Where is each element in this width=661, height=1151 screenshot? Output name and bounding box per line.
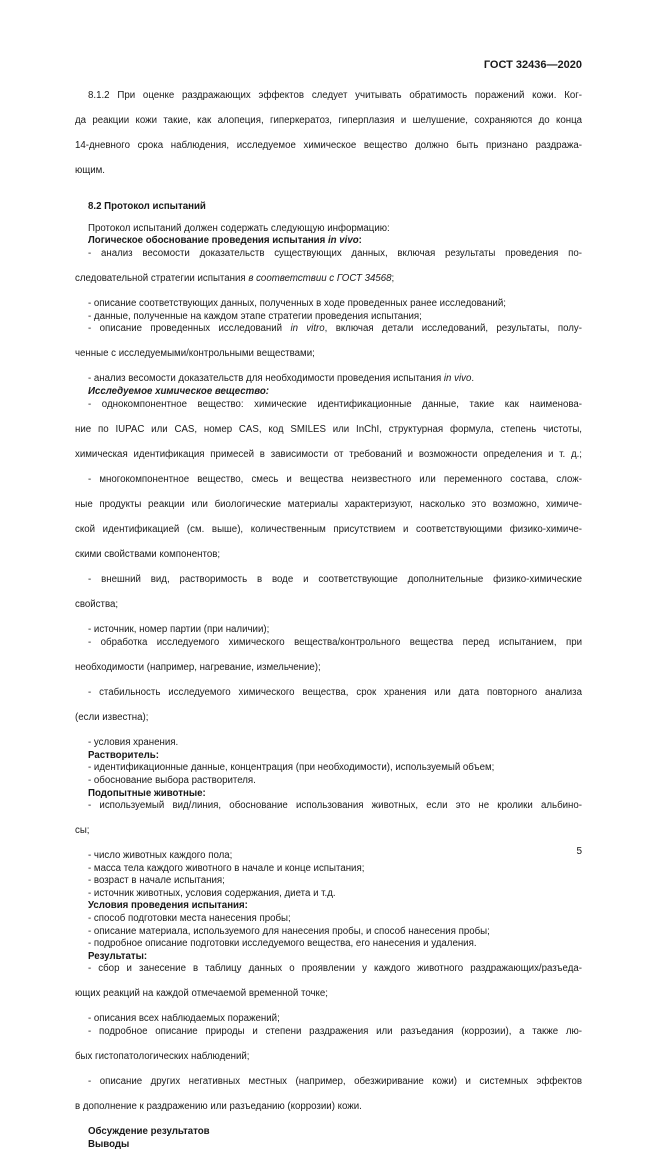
list-item-cont: ные продукты реакции или биологические материалы характеризуют, насколько это возможно, химиче- — [75, 498, 582, 510]
list-item: - описания всех наблюдаемых поражений; — [88, 1013, 280, 1025]
list-item: - источник, номер партии (при наличии); — [88, 624, 270, 636]
text-line: ющим. — [75, 165, 105, 177]
text-run: следовательной стратегии испытания — [75, 273, 249, 285]
list-item-cont: скими свойствами компонентов; — [75, 549, 221, 561]
heading-results: Результаты: — [88, 950, 148, 962]
list-item-cont: ской идентификацией (см. выше), количественным присутствием и соответствующими физико-химиче- — [75, 524, 582, 536]
list-item: - описание других негативных местных (например, обезжиривание кожи) и системных эффектов — [88, 1076, 582, 1088]
list-item: - идентификационные данные, концентрация (при необходимости), используемый объем; — [88, 762, 495, 774]
text-run: , включая детали исследований, результаты, полу- — [324, 323, 582, 335]
section-title: 8.2 Протокол испытаний — [88, 201, 206, 213]
list-item: - масса тела каждого животного в начале и конце испытания; — [88, 862, 365, 874]
list-item: - стабильность исследуемого химического вещества, срок хранения или дата повторного анализа — [88, 687, 582, 699]
list-item: - используемый вид/линия, обоснование использования животных, если это не кролики альбино- — [88, 800, 582, 812]
list-item-cont: ющих реакций на каждой отмечаемой временной точке; — [75, 988, 328, 1000]
paragraph-8-1-2 — [75, 90, 582, 190]
list-item: - способ подготовки места нанесения пробы; — [88, 913, 291, 924]
list-item-cont: (если известна); — [75, 712, 149, 724]
list-item-cont: свойства; — [75, 599, 119, 611]
list-item: - описание соответствующих данных, полученных в ходе проведенных ранее исследований; — [88, 298, 506, 310]
standard-ref: в соответствии с ГОСТ 34568 — [248, 273, 392, 285]
latin-term: in vivo — [443, 373, 472, 385]
text-line: 14-дневного срока наблюдения, исследуемое химическое вещество должно быть признано раздража- — [75, 140, 582, 152]
list-item: - однокомпонентное вещество: химические идентификационные данные, такие как наименова- — [88, 398, 582, 410]
list-item: - обоснование выбора растворителя. — [88, 774, 256, 786]
list-item-cont: сы; — [75, 825, 90, 837]
list-item-cont: ченные с исследуемыми/контрольными веществами; — [75, 348, 315, 360]
list-item: - подробное описание подготовки исследуемого вещества, его нанесения и удаления. — [88, 938, 477, 950]
list-item — [75, 373, 582, 386]
heading-substance: Исследуемое химическое вещество: — [88, 386, 269, 398]
page-content — [75, 90, 582, 1151]
page-number: 5 — [576, 846, 582, 857]
heading-text: Логическое обоснование проведения испытания — [88, 235, 328, 247]
list-item: - сбор и занесение в таблицу данных о проявлении у каждого животного раздражающих/разъеда- — [88, 963, 582, 975]
list-item: - подробное описание природы и степени раздражения или разъедания (коррозии), а также лю- — [88, 1025, 582, 1037]
standard-designation: ГОСТ 32436—2020 — [483, 59, 582, 71]
list-item: - источник животных, условия содержания, диета и т.д. — [88, 887, 336, 899]
heading-conditions: Условия проведения испытания: — [88, 900, 248, 912]
text-run: - описание проведенных исследований — [88, 323, 291, 335]
heading-animals: Подопытные животные: — [88, 787, 206, 799]
list-item — [75, 323, 582, 348]
heading-conclusions: Выводы — [88, 1138, 130, 1150]
text-line: 8.1.2 При оценке раздражающих эффектов следует учитывать обратимость поражений кожи. Ког- — [88, 90, 582, 101]
list-item-cont: ние по IUPAC или CAS, номер CAS, код SMILES или InChI, структурная формула, степень чистоты, — [75, 423, 582, 435]
list-item-cont: химическая идентификация примесей в зависимости от требований и возможности определения и т. д.; — [75, 448, 582, 460]
list-item: - обработка исследуемого химического вещества/контрольного вещества перед испытанием, при — [88, 636, 582, 648]
text-run: ; — [391, 273, 395, 285]
list-item: - анализ весомости доказательств существующих данных, включая результаты проведения по- — [88, 248, 582, 260]
latin-term: in vitro — [290, 323, 325, 335]
list-item-cont: необходимости (например, нагревание, измельчение); — [75, 662, 321, 674]
list-item: - многокомпонентное вещество, смесь и вещества неизвестного или переменного состава, слож- — [88, 473, 582, 485]
heading-latin-term: in vivo — [327, 235, 359, 247]
text-run: . — [471, 373, 475, 385]
heading-colon: : — [358, 235, 362, 247]
list-item-cont: в дополнение к раздражению или разъеданию (коррозии) кожи. — [75, 1101, 362, 1113]
list-item: - число животных каждого пола; — [88, 850, 233, 862]
heading-rationale — [75, 235, 582, 248]
list-item: - описание материала, используемого для нанесения пробы, и способ нанесения пробы; — [88, 925, 490, 937]
list-item: - внешний вид, растворимость в воде и соответствующие дополнительные физико-химические — [88, 574, 582, 586]
list-item: - данные, полученные на каждом этапе стратегии проведения испытания; — [88, 310, 422, 322]
list-item: - условия хранения. — [88, 737, 179, 749]
intro-text: Протокол испытаний должен содержать следующую информацию: — [88, 222, 390, 234]
list-item-cont: бых гистопатологических наблюдений; — [75, 1051, 250, 1063]
text-run: - анализ весомости доказательств для необходимости проведения испытания — [88, 373, 444, 385]
text-line: да реакции кожи такие, как алопеция, гиперкератоз, гиперплазия и шелушение, сохраняются до конца — [75, 115, 582, 127]
list-item: - возраст в начале испытания; — [88, 875, 225, 887]
heading-discussion: Обсуждение результатов — [88, 1126, 210, 1138]
list-item-cont — [75, 273, 582, 298]
heading-solvent: Растворитель: — [88, 749, 159, 761]
